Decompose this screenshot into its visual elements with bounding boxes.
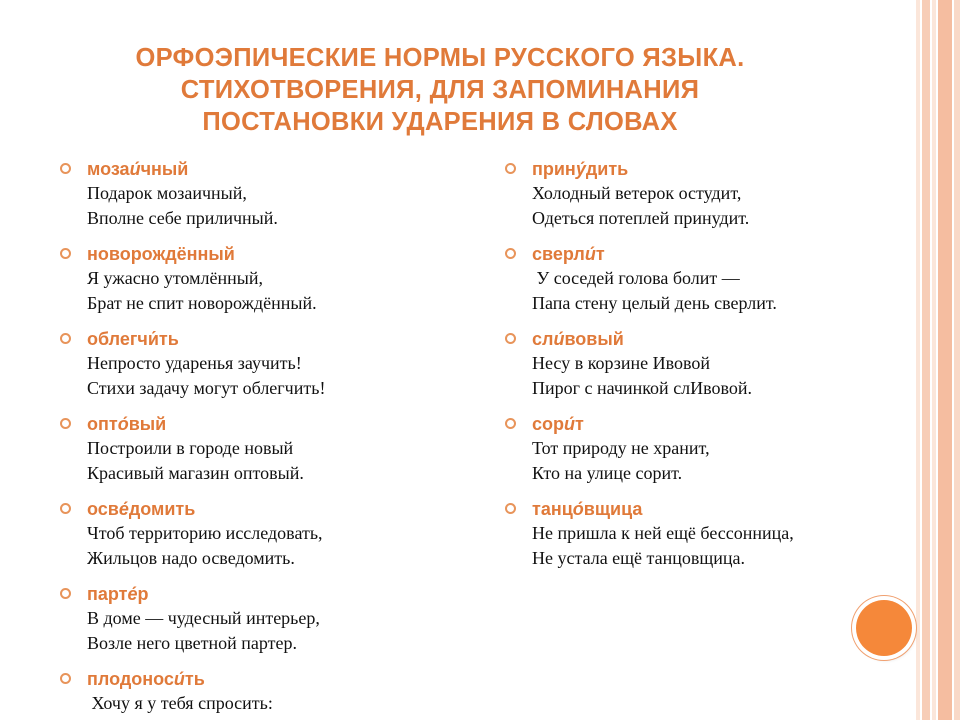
bullet-ring-icon <box>505 333 516 344</box>
list-item <box>60 667 480 716</box>
bullet-ring-icon <box>60 418 71 429</box>
poem-line: Холодный ветерок остудит, <box>532 183 742 203</box>
stressed-word: опто́вый <box>87 414 167 434</box>
bullet-ring-icon <box>60 163 71 174</box>
stripe-4 <box>938 0 952 720</box>
stressed-word: мозаи́чный <box>87 159 189 179</box>
poem-line: Несу в корзине Ивовой <box>532 353 710 373</box>
stripe-5 <box>954 0 960 720</box>
bullet-ring-icon <box>60 673 71 684</box>
stressed-word: сли́вовый <box>532 329 624 349</box>
poem-line: Стихи задачу могут облегчить! <box>87 378 326 398</box>
bullet-ring-icon <box>505 418 516 429</box>
poem-line: Брат не спит новорождённый. <box>87 293 317 313</box>
poem-line: Пирог с начинкой слИвовой. <box>532 378 753 398</box>
right-column <box>505 157 905 582</box>
list-item <box>60 242 480 316</box>
list-item <box>60 327 480 401</box>
slide-title <box>40 42 840 138</box>
poem-line: Кто на улице сорит. <box>532 463 683 483</box>
stressed-word: новорождённый <box>87 244 235 264</box>
stripe-3 <box>932 0 936 720</box>
list-item <box>505 157 905 231</box>
list-item <box>60 157 480 231</box>
stressed-word: облегчи́ть <box>87 329 179 349</box>
list-item <box>505 412 905 486</box>
stressed-word: танцо́вщица <box>532 499 643 519</box>
poem-line: Папа стену целый день сверлит. <box>532 293 777 313</box>
bullet-ring-icon <box>60 503 71 514</box>
bullet-ring-icon <box>60 248 71 259</box>
poem-line: Жильцов надо осведомить. <box>87 548 295 568</box>
poem-line: Построили в городе новый <box>87 438 294 458</box>
poem-line: Чтоб территорию исследовать, <box>87 523 323 543</box>
bullet-ring-icon <box>505 163 516 174</box>
title-line-1: ОРФОЭПИЧЕСКИЕ НОРМЫ РУССКОГО ЯЗЫКА. <box>135 44 745 72</box>
list-item <box>505 242 905 316</box>
stressed-word: плодоноси́ть <box>87 669 205 689</box>
poem-line: Я ужасно утомлённый, <box>87 268 263 288</box>
stressed-word: прину́дить <box>532 159 629 179</box>
left-column <box>60 157 480 727</box>
poem-line: Красивый магазин оптовый. <box>87 463 304 483</box>
poem-line: Непросто ударенья заучить! <box>87 353 302 373</box>
stressed-word: сверли́т <box>532 244 605 264</box>
list-item <box>505 327 905 401</box>
poem-line: Вполне себе приличный. <box>87 208 278 228</box>
bullet-ring-icon <box>505 248 516 259</box>
poem-line: Подарок мозаичный, <box>87 183 247 203</box>
stressed-word: осве́домить <box>87 499 196 519</box>
stressed-word: парте́р <box>87 584 149 604</box>
poem-line: Возле него цветной партер. <box>87 633 298 653</box>
stripe-2 <box>922 0 930 720</box>
poem-line: В доме — чудесный интерьер, <box>87 608 320 628</box>
bullet-ring-icon <box>505 503 516 514</box>
stripe-1 <box>916 0 920 720</box>
title-line-2: СТИХОТВОРЕНИЯ, ДЛЯ ЗАПОМИНАНИЯ <box>180 76 700 104</box>
bullet-ring-icon <box>60 588 71 599</box>
list-item <box>60 497 480 571</box>
poem-line: Не устала ещё танцовщица. <box>532 548 745 568</box>
title-line-3: ПОСТАНОВКИ УДАРЕНИЯ В СЛОВАХ <box>202 108 678 136</box>
list-item <box>60 582 480 656</box>
decorative-stripes <box>916 0 960 720</box>
list-item <box>60 412 480 486</box>
stressed-word: сори́т <box>532 414 584 434</box>
decorative-circle-icon <box>856 600 912 656</box>
list-item <box>505 497 905 571</box>
poem-line: У соседей голова болит — <box>532 268 740 288</box>
bullet-ring-icon <box>60 333 71 344</box>
poem-line: Не пришла к ней ещё бессонница, <box>532 523 794 543</box>
poem-line: Одеться потеплей принудит. <box>532 208 750 228</box>
poem-line: Хочу я у тебя спросить: <box>87 693 273 713</box>
poem-line: Тот природу не хранит, <box>532 438 710 458</box>
